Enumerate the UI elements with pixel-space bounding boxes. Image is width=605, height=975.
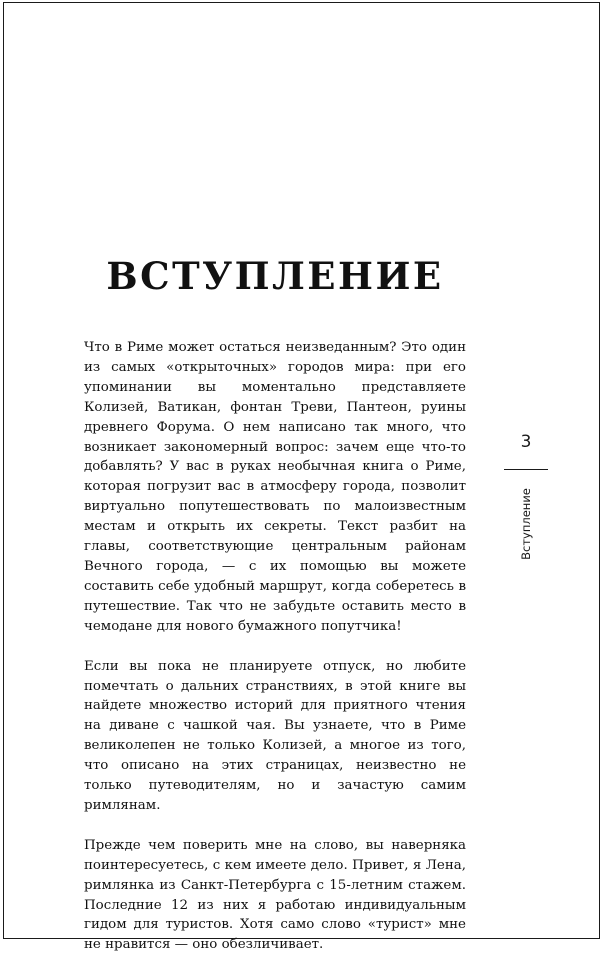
- paragraph-2: Если вы пока не планируете отпуск, но любите помечтать о дальних странствиях, в этой книге вы найдете множество историй для приятного чтения на диване с чашкой чая. Вы узнаете, что в Риме великолепен не только Колизей, а многое из того, что описано на этих страницах, неизвестно не только путеводителям, но и зачастую самим римлянам.: [84, 658, 466, 813]
- running-head: Вступление: [519, 488, 533, 560]
- side-divider: [504, 469, 548, 470]
- chapter-title: ВСТУПЛЕНИЕ: [106, 254, 444, 298]
- paragraph-3: Прежде чем поверить мне на слово, вы наверняка поинтересуетесь, с кем имеете дело. Привет, я Лена, римлянка из Санкт-Петербурга с 15-летним стажем. Последние 12 из них я работаю индивидуальным гидом для туристов. Хотя само слово «турист» мне не нравится — оно обезличивает.: [84, 837, 466, 953]
- body-text: [84, 338, 466, 975]
- page-number: 3: [520, 432, 532, 452]
- paragraph-1: Что в Риме может остаться неизведанным? Это один из самых «открыточных» городов мира: при его упоминании вы моментально представляете Колизей, Ватикан, фонтан Треви, Пантеон, руины древнего Форума. О нем написано так много, что возникает закономерный вопрос: зачем еще что-то добавлять? У вас в руках необычная книга о Риме, которая погрузит вас в атмосферу города, позволит виртуально попутешествовать по малоизвестным местам и открыть их секреты. Текст разбит на главы, соответствующие центральным районам Вечного города, — с их помощью вы можете составить себе удобный маршрут, когда соберетесь в путешествие. Так что не забудьте оставить место в чемодане для нового бумажного попутчика!: [84, 340, 466, 634]
